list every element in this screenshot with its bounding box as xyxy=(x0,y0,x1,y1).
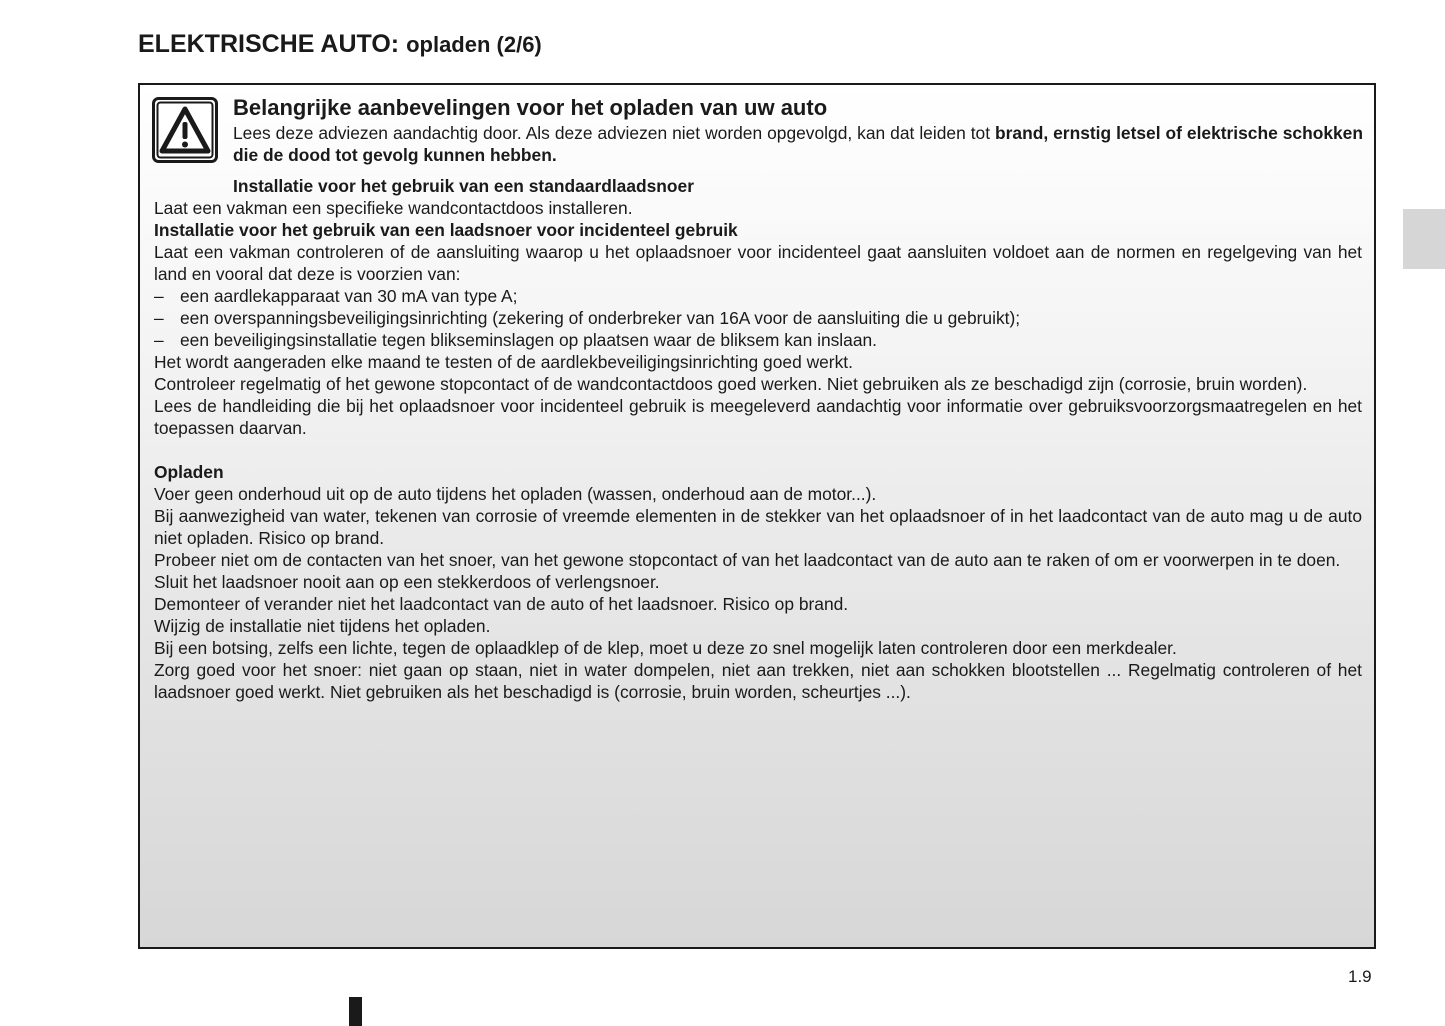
paragraph: Sluit het laadsnoer nooit aan op een stekkerdoos of verlengsnoer. xyxy=(154,572,660,592)
list-dash: – xyxy=(154,286,164,306)
list-item xyxy=(154,329,1362,351)
list-dash: – xyxy=(154,308,164,328)
warning-box xyxy=(138,83,1376,949)
warning-intro-emphasis: brand, ernstig letsel of elektrische schokken die de dood tot gevolg kunnen hebben. xyxy=(233,123,1363,165)
warning-intro-text: Lees deze adviezen aandachtig door. Als deze adviezen niet worden opgevolgd, kan dat leiden tot xyxy=(233,123,996,143)
warning-intro xyxy=(233,122,1363,166)
page-title-sub: opladen (2/6) xyxy=(406,32,542,57)
list-item-text: een aardlekapparaat van 30 mA van type A; xyxy=(180,286,518,306)
paragraph: Zorg goed voor het snoer: niet gaan op staan, niet in water dompelen, niet aan trekken, niet aan schokken blootstellen ... Regelmatig controleren of het laadsnoer goed werkt. Niet gebruiken als het beschadigd is (corrosie, bruin worden, scheurtjes ...). xyxy=(154,660,1362,702)
paragraph: Bij aanwezigheid van water, tekenen van corrosie of vreemde elementen in de stekker van het oplaadsnoer of in het laadcontact van de auto mag u de auto niet opladen. Risico op brand. xyxy=(154,506,1362,548)
warning-heading: Belangrijke aanbevelingen voor het opladen van uw auto xyxy=(233,95,828,120)
page-number: 1.9 xyxy=(1348,967,1372,986)
paragraph: Wijzig de installatie niet tijdens het opladen. xyxy=(154,616,491,636)
paragraph: Bij een botsing, zelfs een lichte, tegen de oplaadklep of de klep, moet u deze zo snel mogelijk laten controleren door een merkdealer. xyxy=(154,638,1177,658)
paragraph: Controleer regelmatig of het gewone stopcontact of de wandcontactdoos goed werken. Niet gebruiken als ze beschadigd zijn (corrosie, bruin worden). xyxy=(154,374,1308,394)
page-title xyxy=(138,30,542,59)
list-item-text: een overspanningsbeveiligingsinrichting (zekering of onderbreker van 16A voor de aansluiting die u gebruikt); xyxy=(180,308,1021,328)
page-title-main: ELEKTRISCHE AUTO: xyxy=(138,30,400,58)
list-dash: – xyxy=(154,330,164,350)
print-registration-mark xyxy=(349,997,362,1026)
standard-cable-text: Laat een vakman een specifieke wandcontactdoos installeren. xyxy=(154,198,633,218)
spacer xyxy=(154,439,1362,461)
incidental-cable-text: Laat een vakman controleren of de aansluiting waarop u het oplaadsnoer voor incidenteel gaat aansluiten voldoet aan de normen en regelgeving van het land en vooral dat deze is voorzien van: xyxy=(154,242,1362,284)
list-item xyxy=(154,307,1362,329)
warning-content xyxy=(154,175,1362,703)
standard-cable-heading: Installatie voor het gebruik van een standaardlaadsnoer xyxy=(233,176,694,196)
section-tab-marker xyxy=(1403,209,1445,269)
list-item-text: een beveiligingsinstallatie tegen blikseminslagen op plaatsen waar de bliksem kan inslaan. xyxy=(180,330,878,350)
warning-triangle-icon xyxy=(152,97,218,163)
paragraph: Demonteer of verander niet het laadcontact van de auto of het laadsnoer. Risico op brand. xyxy=(154,594,849,614)
paragraph: Voer geen onderhoud uit op de auto tijdens het opladen (wassen, onderhoud aan de motor...). xyxy=(154,484,877,504)
incidental-cable-heading: Installatie voor het gebruik van een laadsnoer voor incidenteel gebruik xyxy=(154,220,738,240)
paragraph: Lees de handleiding die bij het oplaadsnoer voor incidenteel gebruik is meegeleverd aandachtig voor informatie over gebruiksvoorzorgsmaatregelen en het toepassen daarvan. xyxy=(154,396,1362,438)
paragraph: Probeer niet om de contacten van het snoer, van het gewone stopcontact of van het laadcontact van de auto aan te raken of om er voorwerpen in te doen. xyxy=(154,550,1341,570)
charging-heading: Opladen xyxy=(154,462,224,482)
list-item xyxy=(154,285,1362,307)
paragraph: Het wordt aangeraden elke maand te testen of de aardlekbeveiligingsinrichting goed werkt. xyxy=(154,352,853,372)
